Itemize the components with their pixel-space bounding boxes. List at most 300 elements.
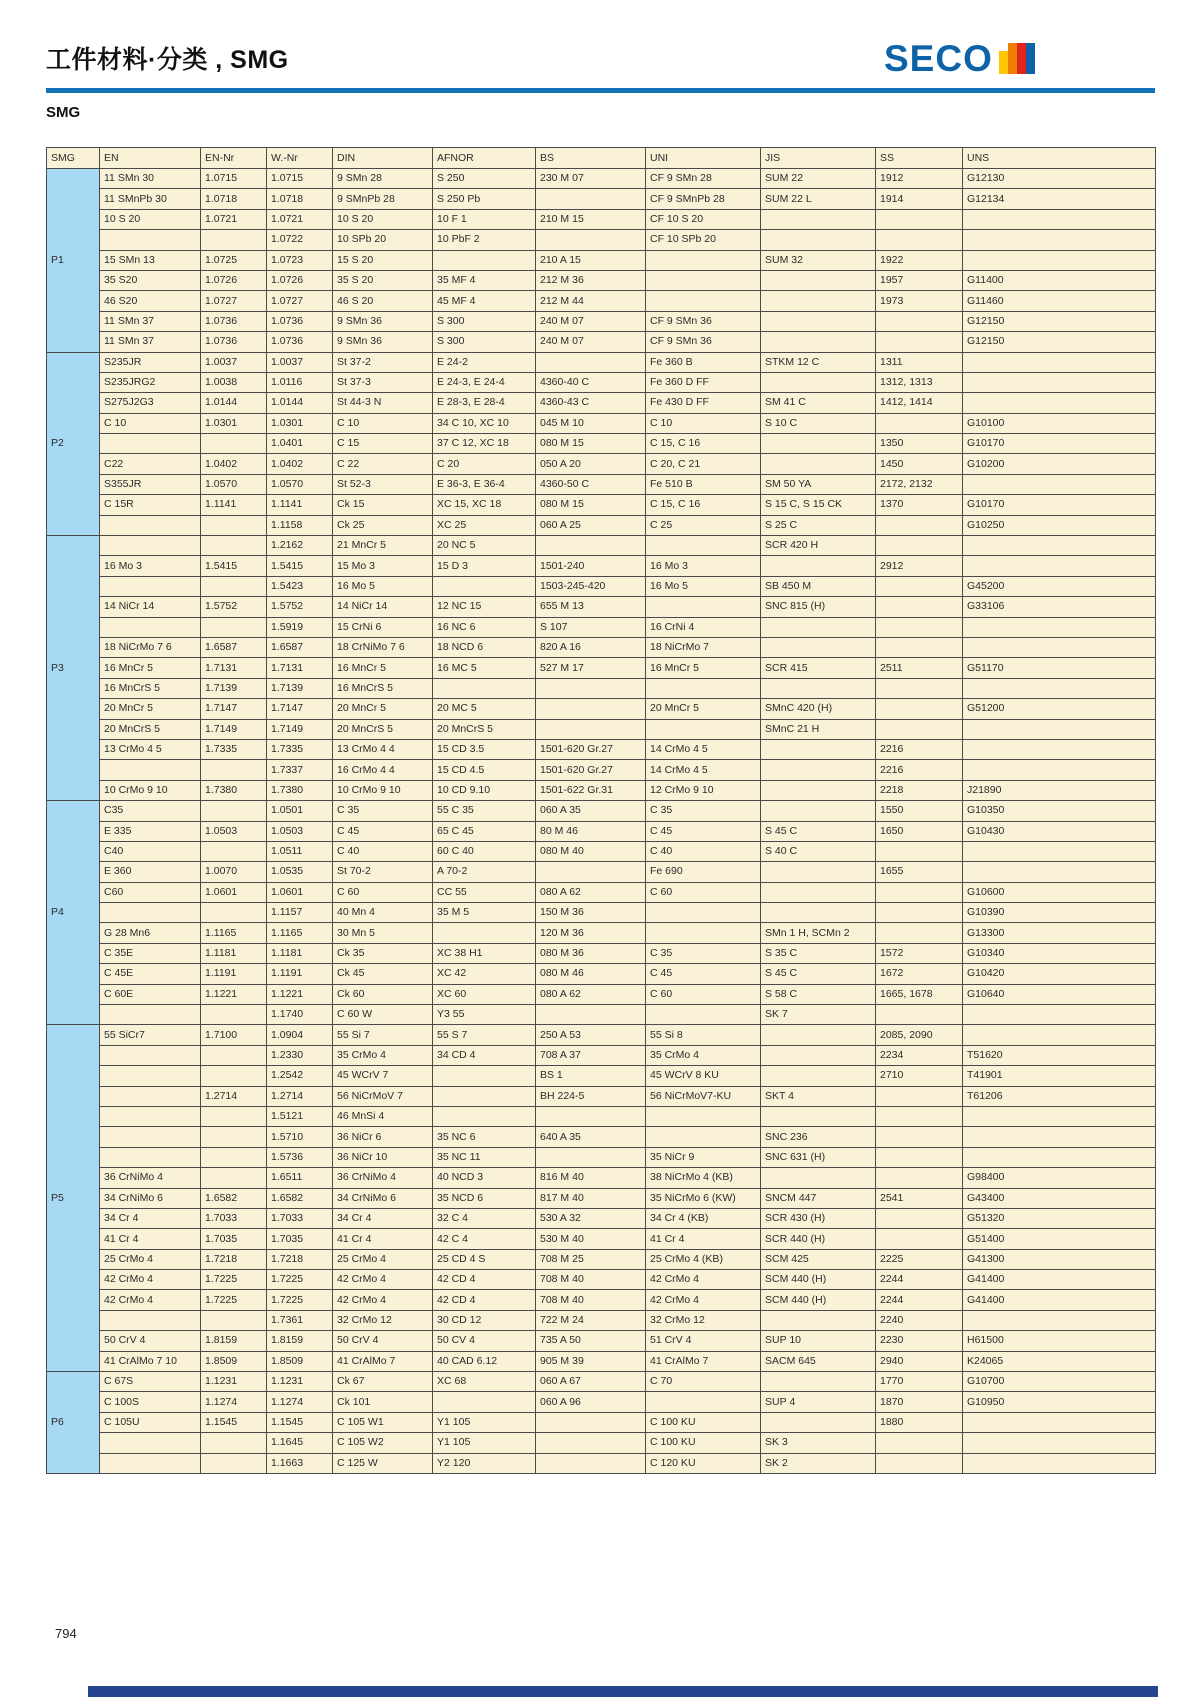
table-cell: 210 A 15 (536, 250, 646, 270)
table-cell: 41 CrAlMo 7 (646, 1351, 761, 1371)
table-cell: S 45 C (761, 964, 876, 984)
table-cell: G51170 (963, 658, 1156, 678)
table-cell: CF 10 S 20 (646, 209, 761, 229)
table-cell: G41400 (963, 1290, 1156, 1310)
table-cell (201, 617, 267, 637)
table-cell: 1.0727 (267, 291, 333, 311)
column-header: SMG (47, 148, 100, 169)
table-cell: 42 CrMo 4 (333, 1290, 433, 1310)
table-cell: XC 25 (433, 515, 536, 535)
table-cell (201, 1453, 267, 1473)
table-cell: Fe 510 B (646, 474, 761, 494)
table-cell: Ck 67 (333, 1372, 433, 1392)
table-row (47, 821, 1156, 841)
table-cell (433, 250, 536, 270)
table-cell (876, 841, 963, 861)
table-cell: 41 Cr 4 (333, 1229, 433, 1249)
table-cell: 1.0601 (201, 882, 267, 902)
table-cell: 16 NC 6 (433, 617, 536, 637)
table-cell: 1.5415 (201, 556, 267, 576)
table-cell: G12134 (963, 189, 1156, 209)
table-cell: 060 A 25 (536, 515, 646, 535)
table-cell: 18 CrNiMo 7 6 (333, 637, 433, 657)
table-row (47, 882, 1156, 902)
table-cell: 1.1545 (201, 1412, 267, 1432)
table-cell (761, 434, 876, 454)
table-cell: 9 SMn 36 (333, 332, 433, 352)
table-row (47, 474, 1156, 494)
table-body (47, 169, 1156, 1474)
table-cell (761, 1045, 876, 1065)
table-cell: SNC 236 (761, 1127, 876, 1147)
table-cell (761, 862, 876, 882)
table-cell: 1.7225 (201, 1290, 267, 1310)
table-row (47, 1229, 1156, 1249)
table-cell: 1.1191 (201, 964, 267, 984)
table-cell: 150 M 36 (536, 903, 646, 923)
table-cell: 16 MnCrS 5 (333, 678, 433, 698)
table-cell: 65 C 45 (433, 821, 536, 841)
table-cell (646, 291, 761, 311)
table-cell (963, 230, 1156, 250)
table-cell: 1.5919 (267, 617, 333, 637)
table-cell (646, 250, 761, 270)
table-cell: G10430 (963, 821, 1156, 841)
table-cell: 1370 (876, 495, 963, 515)
table-cell: 21 MnCr 5 (333, 536, 433, 556)
table-cell: T61206 (963, 1086, 1156, 1106)
table-cell (536, 678, 646, 698)
table-cell (536, 1453, 646, 1473)
table-cell: 10 S 20 (100, 209, 201, 229)
table-cell: 1.5736 (267, 1147, 333, 1167)
table-cell: 1.0070 (201, 862, 267, 882)
table-cell: 35 CrMo 4 (646, 1045, 761, 1065)
table-cell: 080 M 15 (536, 495, 646, 515)
table-cell: Ck 45 (333, 964, 433, 984)
table-cell: 1.5752 (267, 597, 333, 617)
table-cell: 14 CrMo 4 5 (646, 739, 761, 759)
table-cell: 40 CAD 6.12 (433, 1351, 536, 1371)
table-cell: 722 M 24 (536, 1310, 646, 1330)
table-cell: 20 MnCr 5 (333, 699, 433, 719)
table-cell: 1.1545 (267, 1412, 333, 1432)
table-cell: C 15 (333, 434, 433, 454)
table-cell: 34 C 10, XC 10 (433, 413, 536, 433)
table-cell (963, 536, 1156, 556)
table-cell (876, 1127, 963, 1147)
table-cell: 20 MnCr 5 (100, 699, 201, 719)
table-cell: 1.0570 (267, 474, 333, 494)
table-cell: 15 D 3 (433, 556, 536, 576)
table-cell: SUM 22 L (761, 189, 876, 209)
table-cell: 45 WCrV 8 KU (646, 1066, 761, 1086)
table-cell: G10250 (963, 515, 1156, 535)
table-cell: G10600 (963, 882, 1156, 902)
table-cell (761, 230, 876, 250)
table-cell: 15 CrNi 6 (333, 617, 433, 637)
table-cell: C 15R (100, 495, 201, 515)
table-cell (646, 1392, 761, 1412)
table-cell: 35 NCD 6 (433, 1188, 536, 1208)
table-cell: 1312, 1313 (876, 372, 963, 392)
table-cell (201, 1147, 267, 1167)
table-cell: 25 CrMo 4 (KB) (646, 1249, 761, 1269)
table-cell (963, 841, 1156, 861)
table-cell: BH 224-5 (536, 1086, 646, 1106)
table-cell: SK 7 (761, 1005, 876, 1025)
table-cell: 1.0736 (267, 311, 333, 331)
table-cell (963, 1106, 1156, 1126)
table-cell (201, 1127, 267, 1147)
table-cell: 35 NiCrMo 6 (KW) (646, 1188, 761, 1208)
table-cell: 708 M 25 (536, 1249, 646, 1269)
table-cell: 210 M 15 (536, 209, 646, 229)
table-cell: 25 CD 4 S (433, 1249, 536, 1269)
table-cell: C 105 W2 (333, 1433, 433, 1453)
table-cell: 35 NC 11 (433, 1147, 536, 1167)
table-cell: 16 Mo 5 (646, 576, 761, 596)
table-cell: 1.0301 (267, 413, 333, 433)
table-cell: H61500 (963, 1331, 1156, 1351)
table-cell: 14 CrMo 4 5 (646, 760, 761, 780)
table-cell (646, 678, 761, 698)
table-cell: SMn 1 H, SCMn 2 (761, 923, 876, 943)
table-cell: 1.0037 (201, 352, 267, 372)
table-cell: SUM 22 (761, 169, 876, 189)
table-cell: G10170 (963, 495, 1156, 515)
table-cell: 1.0725 (201, 250, 267, 270)
table-cell (876, 230, 963, 250)
seco-logo-text: SECO (884, 38, 993, 79)
table-cell: 1.7225 (267, 1270, 333, 1290)
table-cell: G10200 (963, 454, 1156, 474)
table-cell (433, 1086, 536, 1106)
table-cell: 2172, 2132 (876, 474, 963, 494)
table-cell: 1.8509 (201, 1351, 267, 1371)
table-cell: 1.1181 (267, 943, 333, 963)
table-cell: 41 Cr 4 (646, 1229, 761, 1249)
table-cell: 1.0727 (201, 291, 267, 311)
table-cell: 230 M 07 (536, 169, 646, 189)
table-cell (761, 1106, 876, 1126)
table-cell: 2912 (876, 556, 963, 576)
table-cell: 16 MnCr 5 (100, 658, 201, 678)
table-cell: 1.0736 (201, 332, 267, 352)
table-cell: C 35 (646, 801, 761, 821)
table-row (47, 801, 1156, 821)
table-cell: 1655 (876, 862, 963, 882)
table-cell: 212 M 44 (536, 291, 646, 311)
table-cell: 1450 (876, 454, 963, 474)
table-cell: 9 SMn 36 (333, 311, 433, 331)
table-cell: 1550 (876, 801, 963, 821)
table-cell: 18 NiCrMo 7 6 (100, 637, 201, 657)
table-cell: E 24-3, E 24-4 (433, 372, 536, 392)
table-cell: Ck 15 (333, 495, 433, 515)
table-row (47, 1392, 1156, 1412)
table-cell: S 10 C (761, 413, 876, 433)
table-cell (761, 739, 876, 759)
table-cell (963, 474, 1156, 494)
table-cell: G33106 (963, 597, 1156, 617)
table-cell: Fe 690 (646, 862, 761, 882)
table-cell (761, 332, 876, 352)
table-cell: 56 NiCrMoV 7 (333, 1086, 433, 1106)
smg-group-label: P3 (47, 536, 100, 801)
table-cell: S 300 (433, 332, 536, 352)
table-cell: C 105U (100, 1412, 201, 1432)
table-cell: S235JRG2 (100, 372, 201, 392)
table-row (47, 923, 1156, 943)
table-cell (536, 719, 646, 739)
table-cell: 1.0503 (201, 821, 267, 841)
table-cell: 1.5752 (201, 597, 267, 617)
table-cell (100, 536, 201, 556)
table-cell: 10 F 1 (433, 209, 536, 229)
table-cell: 1.7035 (267, 1229, 333, 1249)
table-cell: 1.6587 (267, 637, 333, 657)
table-cell: 46 S20 (100, 291, 201, 311)
table-cell: C 10 (333, 413, 433, 433)
table-cell: 1.7225 (201, 1270, 267, 1290)
table-cell: 1.0715 (267, 169, 333, 189)
table-row (47, 1290, 1156, 1310)
table-cell: C 60 W (333, 1005, 433, 1025)
table-cell: 16 MC 5 (433, 658, 536, 678)
table-cell: 20 NC 5 (433, 536, 536, 556)
table-row (47, 1351, 1156, 1371)
column-header: UNS (963, 148, 1156, 169)
table-cell: C 45 (646, 964, 761, 984)
table-cell: SUP 4 (761, 1392, 876, 1412)
column-header: BS (536, 148, 646, 169)
table-cell (963, 678, 1156, 698)
table-cell (536, 189, 646, 209)
table-cell (201, 1433, 267, 1453)
table-cell: 1.0301 (201, 413, 267, 433)
table-cell: CF 9 SMn 36 (646, 311, 761, 331)
table-cell: 1912 (876, 169, 963, 189)
table-cell: 1501-622 Gr.31 (536, 780, 646, 800)
table-cell: G98400 (963, 1168, 1156, 1188)
table-cell: 32 C 4 (433, 1208, 536, 1228)
table-cell (201, 434, 267, 454)
table-cell: 1.2330 (267, 1045, 333, 1065)
table-cell: 1.0718 (267, 189, 333, 209)
section-label: SMG (46, 104, 81, 121)
table-row (47, 943, 1156, 963)
table-cell: 1.7131 (267, 658, 333, 678)
table-cell: 25 CrMo 4 (333, 1249, 433, 1269)
table-cell: SUP 10 (761, 1331, 876, 1351)
table-cell (761, 1372, 876, 1392)
table-cell (100, 760, 201, 780)
table-cell (761, 209, 876, 229)
table-cell: 1501-240 (536, 556, 646, 576)
table-row (47, 1372, 1156, 1392)
table-cell (100, 1086, 201, 1106)
table-cell: C40 (100, 841, 201, 861)
table-cell: 50 CrV 4 (100, 1331, 201, 1351)
table-cell: 240 M 07 (536, 311, 646, 331)
table-cell: 2940 (876, 1351, 963, 1371)
table-cell (536, 230, 646, 250)
table-cell (100, 1045, 201, 1065)
table-cell: 1503-245-420 (536, 576, 646, 596)
table-cell: St 44-3 N (333, 393, 433, 413)
table-cell (876, 923, 963, 943)
table-row (47, 1188, 1156, 1208)
table-cell: 1.1274 (201, 1392, 267, 1412)
table-cell: 32 CrMo 12 (646, 1310, 761, 1330)
table-cell (100, 1147, 201, 1167)
table-row (47, 699, 1156, 719)
table-cell (761, 1412, 876, 1432)
table-cell (201, 1045, 267, 1065)
table-row (47, 495, 1156, 515)
table-cell: 15 CD 4.5 (433, 760, 536, 780)
table-cell: C 70 (646, 1372, 761, 1392)
table-cell (536, 699, 646, 719)
table-cell (963, 1025, 1156, 1045)
table-cell (100, 515, 201, 535)
table-cell: E 24-2 (433, 352, 536, 372)
table-cell: 1.2542 (267, 1066, 333, 1086)
table-row (47, 964, 1156, 984)
table-cell (100, 1005, 201, 1025)
table-cell: 1.0904 (267, 1025, 333, 1045)
table-cell (201, 841, 267, 861)
column-header: EN-Nr (201, 148, 267, 169)
table-cell (876, 1433, 963, 1453)
table-cell: 51 CrV 4 (646, 1331, 761, 1351)
table-cell: 16 MnCr 5 (333, 658, 433, 678)
table-cell (536, 1147, 646, 1167)
table-cell: 1.2162 (267, 536, 333, 556)
table-cell (646, 903, 761, 923)
table-cell: 4360-43 C (536, 393, 646, 413)
table-cell: 1.5415 (267, 556, 333, 576)
table-cell (100, 903, 201, 923)
table-cell: 36 CrNiMo 4 (333, 1168, 433, 1188)
table-cell: CC 55 (433, 882, 536, 902)
table-cell: C 60E (100, 984, 201, 1004)
table-cell: S 35 C (761, 943, 876, 963)
table-cell: 080 M 36 (536, 943, 646, 963)
table-cell: 14 NiCr 14 (100, 597, 201, 617)
table-cell: G51320 (963, 1208, 1156, 1228)
table-row (47, 617, 1156, 637)
table-cell: C 100S (100, 1392, 201, 1412)
table-row (47, 270, 1156, 290)
table-cell: G10100 (963, 413, 1156, 433)
table-cell: 1.7139 (267, 678, 333, 698)
table-cell (876, 1086, 963, 1106)
table-cell: 10 SPb 20 (333, 230, 433, 250)
table-cell: 1.2714 (201, 1086, 267, 1106)
table-cell: T51620 (963, 1045, 1156, 1065)
seco-logo (884, 40, 1035, 77)
table-cell: 1.0722 (267, 230, 333, 250)
table-cell (963, 617, 1156, 637)
table-cell (963, 1147, 1156, 1167)
table-cell: St 70-2 (333, 862, 433, 882)
table-row (47, 1066, 1156, 1086)
table-cell (201, 1168, 267, 1188)
table-cell: 1.0116 (267, 372, 333, 392)
table-cell: 2085, 2090 (876, 1025, 963, 1045)
smg-group-label: P4 (47, 801, 100, 1025)
table-cell: 1.0038 (201, 372, 267, 392)
table-cell: 32 CrMo 12 (333, 1310, 433, 1330)
table-cell: 1.1165 (201, 923, 267, 943)
table-cell: G10340 (963, 943, 1156, 963)
table-cell: Y3 55 (433, 1005, 536, 1025)
table-cell: G13300 (963, 923, 1156, 943)
table-cell: 16 Mo 3 (100, 556, 201, 576)
table-cell (876, 699, 963, 719)
table-cell: 42 CD 4 (433, 1270, 536, 1290)
table-cell (963, 739, 1156, 759)
table-cell: 42 CrMo 4 (646, 1270, 761, 1290)
table-cell: Y2 120 (433, 1453, 536, 1473)
table-cell (876, 597, 963, 617)
table-cell (761, 311, 876, 331)
seco-logo-mark-icon (999, 43, 1035, 74)
table-cell: 530 M 40 (536, 1229, 646, 1249)
table-cell: 2216 (876, 739, 963, 759)
table-cell: 45 WCrV 7 (333, 1066, 433, 1086)
table-cell: 1.7149 (201, 719, 267, 739)
table-cell: 25 CrMo 4 (100, 1249, 201, 1269)
table-cell: 1.1231 (201, 1372, 267, 1392)
table-cell: 1.0726 (267, 270, 333, 290)
table-row (47, 1106, 1156, 1126)
table-cell: SK 2 (761, 1453, 876, 1473)
table-cell (761, 291, 876, 311)
column-header: JIS (761, 148, 876, 169)
table-cell: 1.0402 (267, 454, 333, 474)
table-cell: 045 M 10 (536, 413, 646, 433)
table-cell: 1.1740 (267, 1005, 333, 1025)
table-cell: C35 (100, 801, 201, 821)
table-cell: 42 CrMo 4 (646, 1290, 761, 1310)
table-cell: 1501-620 Gr.27 (536, 739, 646, 759)
table-cell (963, 862, 1156, 882)
table-cell: 1665, 1678 (876, 984, 963, 1004)
table-cell: S275J2G3 (100, 393, 201, 413)
table-cell: 2216 (876, 760, 963, 780)
table-cell: 1.7380 (201, 780, 267, 800)
table-cell: 15 SMn 13 (100, 250, 201, 270)
table-cell: S 107 (536, 617, 646, 637)
table-cell: 30 Mn 5 (333, 923, 433, 943)
table-cell: 1.5423 (267, 576, 333, 596)
table-cell: 1.7149 (267, 719, 333, 739)
table-cell: G41300 (963, 1249, 1156, 1269)
table-cell (433, 923, 536, 943)
table-row (47, 352, 1156, 372)
table-cell (100, 1310, 201, 1330)
table-row (47, 678, 1156, 698)
table-cell: 1.0144 (201, 393, 267, 413)
table-cell: 45 MF 4 (433, 291, 536, 311)
table-cell: C 10 (100, 413, 201, 433)
table-cell: 1.0503 (267, 821, 333, 841)
table-cell: 35 NC 6 (433, 1127, 536, 1147)
smg-group-label: P6 (47, 1372, 100, 1474)
